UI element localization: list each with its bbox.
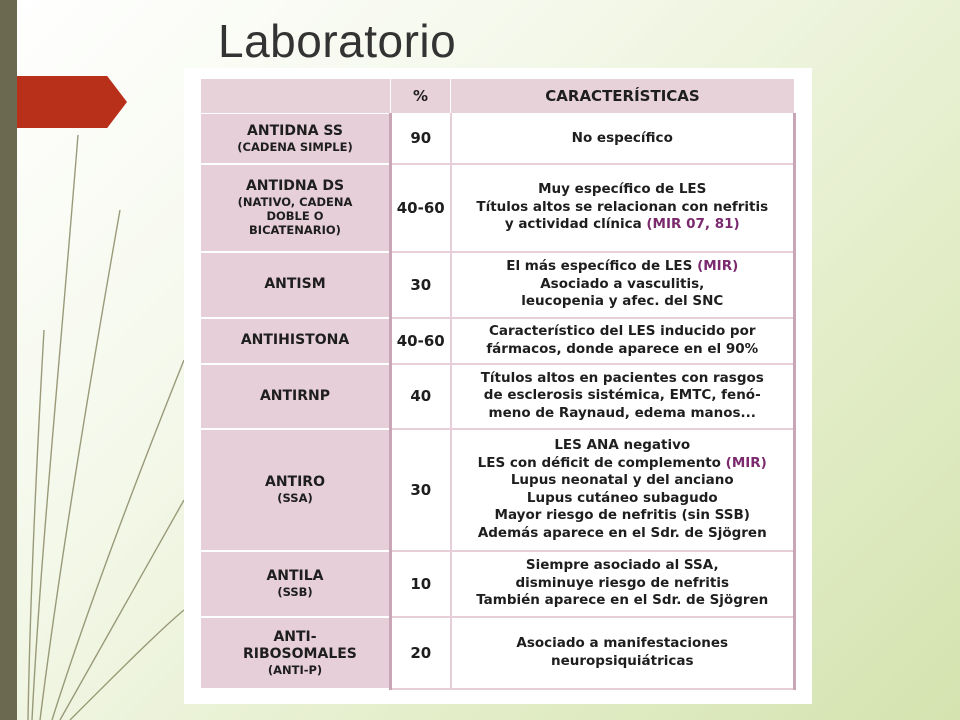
table-row bbox=[201, 551, 795, 617]
slide-title: Laboratorio bbox=[218, 15, 457, 67]
percent-cell: 10 bbox=[391, 551, 451, 617]
mir-reference: (MIR) bbox=[697, 258, 739, 275]
antibody-name bbox=[201, 551, 391, 617]
description-line: meno de Raynaud, edema manos... bbox=[488, 404, 756, 421]
antibody-subtitle: (CADENA SIMPLE) bbox=[237, 139, 353, 154]
autoantibody-table bbox=[200, 78, 796, 690]
description-line: Lupus neonatal y del anciano bbox=[510, 472, 734, 488]
description-line: neuropsiquiátricas bbox=[550, 652, 694, 669]
description-line: El más específico de LES bbox=[506, 258, 693, 275]
table-row bbox=[201, 617, 795, 689]
antibody-name bbox=[201, 164, 391, 252]
description-cell bbox=[451, 318, 795, 364]
antibody-label: ANTIRNP bbox=[259, 387, 331, 404]
description-line: LES ANA negativo bbox=[554, 437, 691, 453]
percent-cell: 20 bbox=[391, 617, 451, 689]
description-line: Mayor riesgo de nefritis (sin SSB) bbox=[494, 507, 750, 523]
description-cell bbox=[451, 551, 795, 617]
description-line: Títulos altos se relacionan con nefritis bbox=[476, 198, 769, 215]
description-line: Muy específico de LES bbox=[538, 181, 707, 198]
antibody-name bbox=[201, 114, 391, 164]
header-percent: % bbox=[391, 79, 451, 114]
description-line: y actividad clínica bbox=[504, 216, 642, 233]
description-line: Siempre asociado al SSA, bbox=[525, 557, 719, 574]
table-row bbox=[201, 318, 795, 364]
percent-cell: 30 bbox=[391, 429, 451, 551]
description-line: También aparece en el Sdr. de Sjögren bbox=[476, 592, 769, 609]
antibody-label: ANTISM bbox=[264, 276, 326, 292]
table-row bbox=[201, 429, 795, 551]
antibody-subtitle: (SSA) bbox=[277, 491, 313, 505]
antibody-label: ANTIDNA DS bbox=[245, 178, 345, 194]
table-row bbox=[201, 364, 795, 429]
header-empty-cell bbox=[201, 79, 391, 114]
antibody-name bbox=[201, 252, 391, 318]
description-line: fármacos, donde aparece en el 90% bbox=[486, 340, 759, 357]
left-accent-bar bbox=[0, 0, 17, 720]
antibody-name bbox=[201, 617, 391, 689]
description-line: Títulos altos en pacientes con rasgos bbox=[480, 369, 764, 386]
table-row bbox=[201, 114, 795, 164]
description-line: Asociado a manifestaciones bbox=[516, 635, 729, 651]
description-line: de esclerosis sistémica, EMTC, fenó- bbox=[483, 387, 761, 404]
header-caracteristicas: CARACTERÍSTICAS bbox=[451, 79, 795, 114]
description-cell bbox=[451, 617, 795, 689]
description-cell bbox=[451, 114, 795, 164]
description-line: Asociado a vasculitis, bbox=[540, 275, 705, 292]
percent-cell: 40 bbox=[391, 364, 451, 429]
description-line: disminuye riesgo de nefritis bbox=[515, 574, 730, 591]
description-cell bbox=[451, 364, 795, 429]
antibody-label: ANTILA bbox=[266, 568, 324, 584]
description-line: LES con déficit de complemento bbox=[477, 454, 721, 471]
percent-cell: 30 bbox=[391, 252, 451, 318]
description-line: Característico del LES inducido por bbox=[488, 323, 756, 339]
description-cell bbox=[451, 164, 795, 252]
description-line: Lupus cutáneo subagudo bbox=[526, 489, 718, 506]
table-header-row bbox=[201, 79, 795, 114]
description-line: No específico bbox=[571, 129, 673, 146]
antibody-label: ANTIDNA SS bbox=[247, 122, 343, 139]
antibody-subtitle: (ANTI-P) bbox=[267, 662, 323, 677]
percent-cell: 90 bbox=[391, 114, 451, 164]
percent-cell: 40-60 bbox=[391, 318, 451, 364]
table-image bbox=[184, 68, 812, 704]
table-row bbox=[201, 252, 795, 318]
description-cell bbox=[451, 252, 795, 318]
antibody-label: ANTIHISTONA bbox=[240, 332, 350, 348]
antibody-label: ANTI-RIBOSOMALES bbox=[243, 628, 357, 662]
antibody-name bbox=[201, 364, 391, 429]
antibody-name bbox=[201, 429, 391, 551]
description-line: leucopenia y afec. del SNC bbox=[521, 293, 724, 310]
percent-cell: 40-60 bbox=[391, 164, 451, 252]
antibody-subtitle: (SSB) bbox=[277, 585, 313, 599]
antibody-name bbox=[201, 318, 391, 364]
description-cell bbox=[451, 429, 795, 551]
antibody-subtitle: (NATIVO, CADENA DOBLE O BICATENARIO) bbox=[237, 195, 353, 237]
description-line: Además aparece en el Sdr. de Sjögren bbox=[477, 524, 767, 541]
table-row bbox=[201, 164, 795, 252]
antibody-label: ANTIRO bbox=[265, 474, 325, 490]
mir-reference: (MIR) bbox=[725, 454, 767, 471]
mir-reference: (MIR 07, 81) bbox=[646, 216, 740, 233]
title-arrow-tab bbox=[17, 76, 127, 128]
